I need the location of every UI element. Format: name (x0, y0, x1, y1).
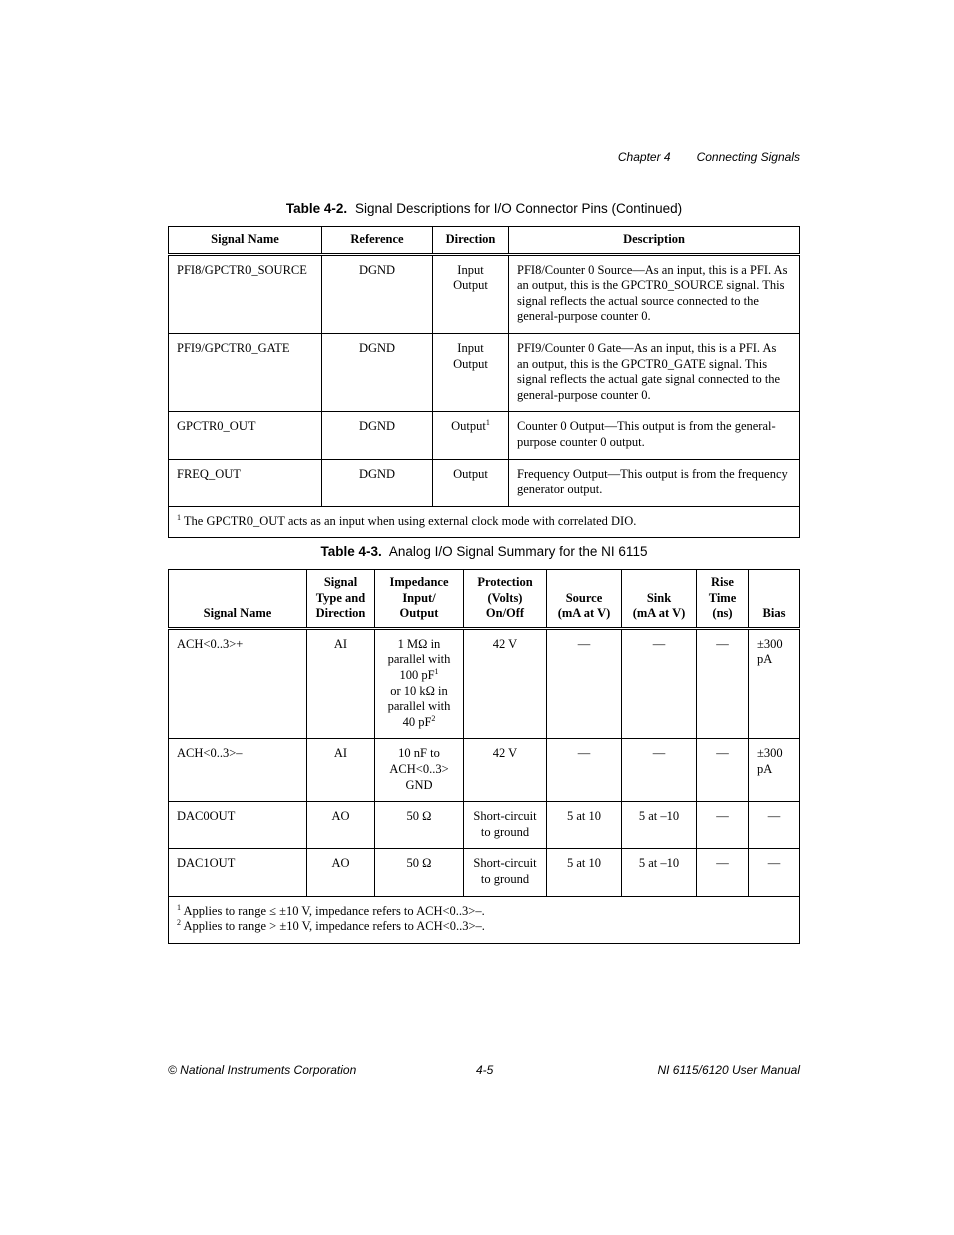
rise-time-cell: — (697, 802, 749, 849)
footer-manual-title: NI 6115/6120 User Manual (657, 1063, 800, 1077)
table-4-3-title: Analog I/O Signal Summary for the NI 6115 (388, 544, 648, 559)
reference-cell: DGND (322, 412, 433, 459)
table-row (169, 802, 800, 849)
protection-cell (464, 802, 547, 849)
protection-line (472, 825, 538, 841)
footnote-mark: 1 (177, 512, 181, 522)
footnote-text: Applies to range ≤ ±10 V, impedance refers to ACH<0..3>–. (183, 903, 485, 918)
column-header: Reference (322, 227, 433, 255)
cell-text: Output (453, 466, 488, 481)
sink-cell: 5 at –10 (622, 849, 697, 896)
direction-line (441, 341, 500, 357)
direction-line (441, 357, 500, 373)
header-line: Signal Name (203, 606, 272, 621)
cell-text: pA (757, 652, 773, 667)
column-header (697, 570, 749, 629)
protection-line (472, 746, 538, 762)
cell-text: Input (457, 262, 484, 277)
bias-line (757, 762, 791, 778)
header-line: Source (565, 590, 603, 605)
direction-line (441, 278, 500, 294)
table-row (169, 628, 800, 739)
header-line: Output (399, 606, 439, 621)
signal-type-cell: AO (307, 849, 375, 896)
impedance-line (383, 668, 455, 684)
table-4-3 (168, 569, 800, 944)
reference-cell: DGND (322, 333, 433, 411)
column-header (547, 570, 622, 629)
footnote-text: The GPCTR0_OUT acts as an input when using external clock mode with correlated DIO. (183, 513, 637, 528)
cell-text: Short-circuit (473, 809, 537, 824)
footnote-text: Applies to range > ±10 V, impedance refers to ACH<0..3>–. (183, 919, 485, 934)
signal-type-cell: AI (307, 628, 375, 739)
header-line: Bias (762, 606, 786, 621)
cell-text: ACH<0..3> (389, 761, 449, 776)
description-cell: PFI8/Counter 0 Source—As an input, this is a PFI. As an output, this is the GPCTR0_SOURCE signal. This signal reflects the actual source connected to the general-purpose counter 0. (509, 254, 800, 333)
protection-line (472, 872, 538, 888)
bias-line (757, 809, 791, 825)
column-header (622, 570, 697, 629)
impedance-line (383, 856, 455, 872)
header-line: Time (708, 590, 737, 605)
bias-line (757, 637, 791, 653)
cell-text: 100 pF (399, 667, 435, 682)
table-row (169, 739, 800, 802)
impedance-cell (375, 739, 464, 802)
cell-text: GND (405, 777, 433, 792)
cell-text: 50 Ω (406, 809, 432, 824)
header-line: (mA at V) (557, 606, 611, 621)
impedance-cell (375, 849, 464, 896)
table-header-row (169, 227, 800, 255)
header-line: Protection (477, 575, 533, 589)
table-footnote (169, 506, 800, 538)
footnote-ref: 1 (434, 666, 439, 676)
impedance-line (383, 652, 455, 668)
footer-copyright: © National Instruments Corporation (168, 1063, 357, 1077)
header-line: Rise (711, 575, 734, 589)
column-header: Description (509, 227, 800, 255)
rise-time-cell: — (697, 739, 749, 802)
header-line: (ns) (712, 606, 733, 621)
impedance-line (383, 684, 455, 700)
reference-cell: DGND (322, 459, 433, 506)
column-header: Direction (433, 227, 509, 255)
table-4-3-label: Table 4-3. (320, 544, 382, 559)
column-header: Signal Name (169, 227, 322, 255)
cell-text: — (767, 856, 781, 871)
header-line: Sink (646, 590, 672, 605)
impedance-cell (375, 802, 464, 849)
column-header (307, 570, 375, 629)
description-cell: Counter 0 Output—This output is from the general-purpose counter 0 output. (509, 412, 800, 459)
table-footnotes (169, 896, 800, 943)
bias-line (757, 652, 791, 668)
cell-text: 50 Ω (406, 856, 432, 871)
impedance-line (383, 762, 455, 778)
column-header (749, 570, 800, 629)
bias-cell (749, 739, 800, 802)
chapter-label: Chapter 4 (617, 150, 671, 164)
impedance-line (383, 637, 455, 653)
signal-name-cell: DAC0OUT (169, 802, 307, 849)
description-cell: Frequency Output—This output is from the frequency generator output. (509, 459, 800, 506)
bias-cell (749, 802, 800, 849)
table-row (169, 254, 800, 333)
direction-cell (433, 254, 509, 333)
description-cell: PFI9/Counter 0 Gate—As an input, this is a PFI. As an output, this is the GPCTR0_GATE signal. This signal reflects the actual gate signal connected to the general-purpose counter 0. (509, 333, 800, 411)
sink-cell: — (622, 628, 697, 739)
table-4-2-label: Table 4-2. (285, 201, 348, 216)
source-cell: — (547, 739, 622, 802)
header-line: (Volts) (487, 590, 523, 605)
bias-cell (749, 849, 800, 896)
section-title: Connecting Signals (696, 150, 800, 164)
cell-text: 42 V (492, 746, 518, 761)
protection-cell (464, 849, 547, 896)
signal-type-cell: AO (307, 802, 375, 849)
cell-text: ±300 (757, 746, 783, 761)
protection-line (472, 809, 538, 825)
protection-cell (464, 628, 547, 739)
source-cell: 5 at 10 (547, 802, 622, 849)
table-4-3-caption (168, 544, 800, 559)
table-footnote (177, 904, 791, 920)
protection-line (472, 637, 538, 653)
cell-text: ±300 (757, 636, 783, 651)
table-row (169, 333, 800, 411)
table-header-row (169, 570, 800, 629)
footnote-ref: 1 (485, 418, 490, 428)
sink-cell: 5 at –10 (622, 802, 697, 849)
bias-line (757, 746, 791, 762)
table-row (169, 849, 800, 896)
bias-line (757, 856, 791, 872)
signal-name-cell: ACH<0..3>– (169, 739, 307, 802)
cell-text: parallel with (387, 699, 451, 714)
cell-text: Output (453, 356, 488, 371)
rise-time-cell: — (697, 849, 749, 896)
direction-line (441, 467, 500, 483)
direction-line (441, 419, 500, 435)
column-header (375, 570, 464, 629)
table-footnote-row (169, 896, 800, 943)
impedance-line (383, 746, 455, 762)
signal-name-cell: GPCTR0_OUT (169, 412, 322, 459)
cell-text: 42 V (492, 636, 518, 651)
header-line: (mA at V) (632, 606, 686, 621)
footnote-ref: 2 (431, 713, 436, 723)
impedance-line (383, 699, 455, 715)
page-number: 4-5 (476, 1063, 494, 1077)
rise-time-cell: — (697, 628, 749, 739)
table-footnote (177, 919, 791, 935)
signal-name-cell: PFI8/GPCTR0_SOURCE (169, 254, 322, 333)
signal-name-cell: FREQ_OUT (169, 459, 322, 506)
header-line: Type and (315, 590, 366, 605)
table-row (169, 412, 800, 459)
cell-text: pA (757, 761, 773, 776)
table-4-2 (168, 226, 800, 538)
signal-name-cell: DAC1OUT (169, 849, 307, 896)
cell-text: to ground (480, 871, 530, 886)
signal-name-cell: PFI9/GPCTR0_GATE (169, 333, 322, 411)
header-line: Direction (315, 606, 366, 621)
cell-text: Output (453, 278, 488, 293)
protection-line (472, 856, 538, 872)
cell-text: 1 MΩ in (397, 636, 441, 651)
bias-cell (749, 628, 800, 739)
impedance-line (383, 778, 455, 794)
direction-cell (433, 412, 509, 459)
direction-cell (433, 333, 509, 411)
direction-cell (433, 459, 509, 506)
source-cell: 5 at 10 (547, 849, 622, 896)
sink-cell: — (622, 739, 697, 802)
column-header (169, 570, 307, 629)
impedance-line (383, 715, 455, 731)
direction-line (441, 263, 500, 279)
table-4-2-caption (168, 201, 800, 216)
cell-text: Short-circuit (473, 856, 537, 871)
signal-name-cell: ACH<0..3>+ (169, 628, 307, 739)
page-header (618, 150, 800, 164)
cell-text: 40 pF (402, 714, 432, 729)
table-footnote-row (169, 506, 800, 538)
cell-text: Input (457, 340, 484, 355)
cell-text: to ground (480, 824, 530, 839)
cell-text: or 10 kΩ in (390, 683, 448, 698)
table-4-2-title: Signal Descriptions for I/O Connector Pins (Continued) (354, 201, 683, 216)
footnote-mark: 1 (177, 902, 181, 912)
impedance-cell (375, 628, 464, 739)
header-line: Input/ (402, 590, 436, 605)
cell-text: parallel with (387, 652, 451, 667)
cell-text: — (767, 809, 781, 824)
cell-text: Output (451, 419, 486, 434)
reference-cell: DGND (322, 254, 433, 333)
cell-text: 10 nF to (398, 746, 440, 761)
header-line: On/Off (485, 606, 525, 621)
table-row (169, 459, 800, 506)
signal-type-cell: AI (307, 739, 375, 802)
header-line: Signal (323, 575, 358, 589)
header-line: Impedance (389, 575, 449, 589)
impedance-line (383, 809, 455, 825)
column-header (464, 570, 547, 629)
source-cell: — (547, 628, 622, 739)
footnote-mark: 2 (177, 917, 181, 927)
protection-cell (464, 739, 547, 802)
